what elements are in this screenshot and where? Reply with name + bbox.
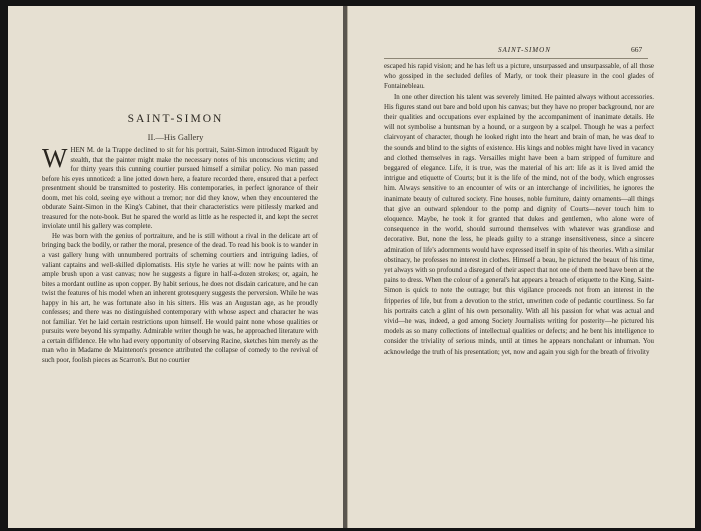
chapter-title: SAINT-SIMON [127, 113, 224, 125]
section-subtitle: II.—His Gallery [147, 132, 204, 142]
paragraph: escaped his rapid vision; and he has left us a picture, unsurpassed and unsurpassable, of all those who gossiped in the secluded defiles of Marly, or took their pleasure in the cool glades of Fontainebleau. [384, 63, 654, 91]
right-page [347, 6, 695, 528]
left-body-text [42, 143, 318, 366]
paragraph: WHEN M. de la Trappe declined to sit for his portrait, Saint-Simon introduced Rigault by stealth, that the painter might make the necessary notes of his unconscious victim; and for thirty years this cunning courtier pursued himself a similar policy. No man passed before his eyes unnoticed: a line jotted down here, a feature recorded there, ensured that a perfect presentment should be transmitted to posterity. His contemporaries, in perfect ignorance of their doom, met his cold, seeing eye without a tremor; nor did they know, when they encountered the obdurate Saint-Simon in the King's Cabinet, that their characteristics were pitilessly marked and treasured for the note-book. But he spared the world as little as he respected it, and kept the secret inviolate until his gallery was complete. [42, 143, 318, 231]
running-head: SAINT-SIMON [498, 46, 551, 54]
drop-cap: W [42, 143, 68, 173]
header-rule [384, 58, 648, 59]
left-page [8, 6, 344, 528]
paragraph: In one other direction his talent was severely limited. He painted always without accessories. His figures stand out bare and bold upon his canvas; but they have no proper background, nor are their qualities and occupations ever explained by the accompaniment of inanimate details. He will not symbolise a huntsman by a hound, or a surgeon by a scalpel. Though he was a perfect clairvoyant of character, though he looked right into the heart and brain of man, he was deaf to the sounds and blind to the sights of existence. His kings and nobles might have lived in vacancy and clothed themselves in rags. Versailles might have been a barn stripped of furniture and beggared of elegance. Life, it is true, was the material of his art: life as it is lived amid the intrigue and etiquette of Courts; but it is the life of the mind, not of the body, which engrosses him. Always sensitive to an encounter of wits or an interchange of incivilities, he ignores the inanimate beauty of cultured society. Fine houses, noble furniture, dainty ornaments—all things that give an outward splendour to the pomp and dignity of Courts—never touch him to eloquence. Maybe, he took it for granted that dukes and gentlemen, who alone were of consequence in the world, should surround themselves with whatever was grandiose and decorative. But, none the less, he pleads guilty to a strange insensitiveness, since a sincere admiration of life's adornments would have expressed itself in spite of his theories. With a similar obstinacy, he professes no interest in clothes. Himself a beau, he pictured the beaux of his time, yet always with so profound a disregard of their aspect that not one of them need have been at the pains to dress. When the colour of a general's hat appears a breach of etiquette to the King, Saint-Simon is quick to note the outrage; but this vigilance proceeds not from an interest in the fripperies of life, but from a devotion to the strict, unwritten code of pedantic courtliness. So far his portraits catch a glint of his own personality. With all his passion for what was actual and vivid—he was, indeed, a god among Society Journalists writing for posterity—he pictured his models as so many collections of intellectual qualities or defects; and he bent his intelligence to consider the triviality of serious minds, until at times he appears nonchalant or inhuman. You acknowledge the truth of his presentation; yet, now and again you sigh for the breath of frivolity [384, 93, 654, 356]
page-number: 667 [631, 45, 643, 54]
paragraph: He was born with the genius of portraiture, and he is still without a rival in the delicate art of bringing back the bodily, or rather the moral, presence of the dead. To read his book is to wander in a vast gallery hung with unnumbered portraits of scheming courtiers and intriguing ladies, of valiant captains and well-skilled diplomatists. His style he varies at will: now he paints with an ample brush upon a vast canvas; now he suggests a figure in half-a-dozen strokes; or, again, he bites a mordant outline as upon copper. By habit serious, he does not disdain caricature, and he can twist the features of his model when an inherent grotesquery suggests the perversion. While he was happy in his art, he was fortunate also in his sitters. His was an Augustan age, as he proudly confesses; and there was no distinguished contemporary with whose aspect and character he was not familiar. Yet he laid certain restrictions upon himself. He would paint none whose qualities or pursuits were beyond his sympathy. Admirable writer though he was, he approached literature with a certain diffidence. He who had every opportunity of observing Racine, sketches him merely as the man who in Madame de Maintenon's presence attributed the collapse of comedy to the revival of such poor, foolish pieces as Scarron's. But no courtier [42, 232, 318, 365]
right-body-text [384, 62, 654, 358]
